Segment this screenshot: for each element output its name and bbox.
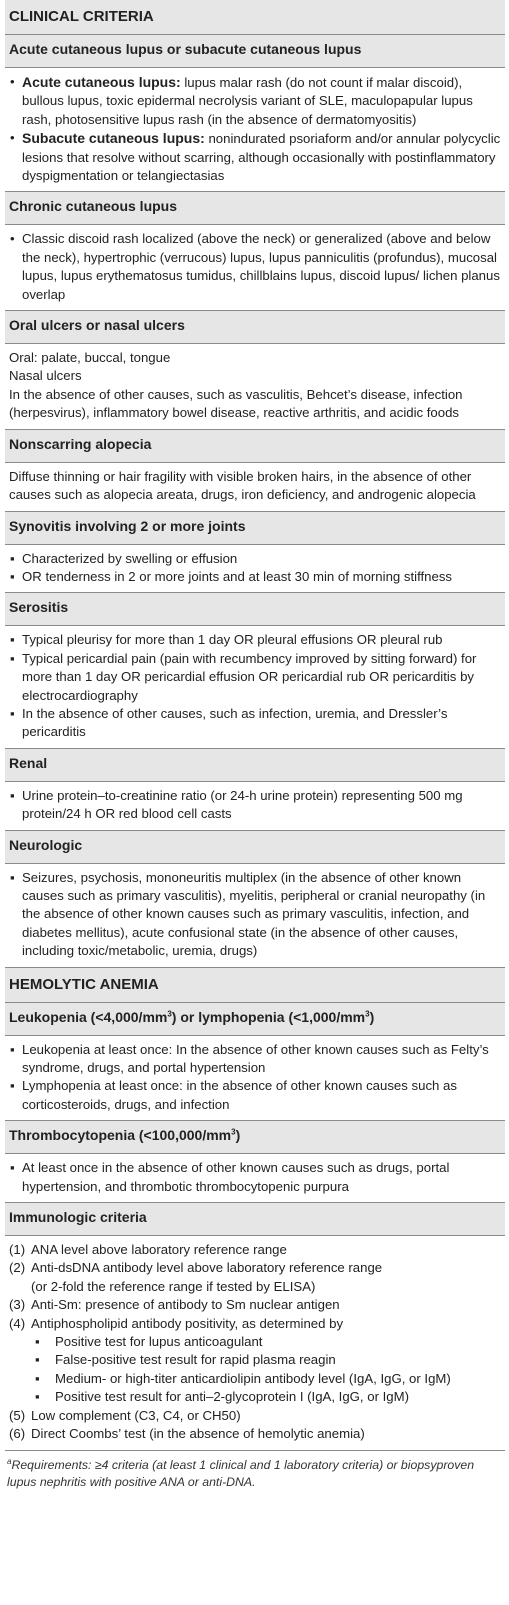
sub-list-item: ▪ False-positive test result for rapid plasma reagin <box>9 1351 501 1369</box>
list-item: ▪ In the absence of other causes, such as infection, uremia, and Dressler’s pericarditis <box>10 705 448 740</box>
numbered-item: (3) Anti-Sm: presence of antibody to Sm nuclear antigen <box>9 1297 340 1313</box>
list-item: • Acute cutaneous lupus: lupus malar rash (do not count if malar discoid), bullous lupus, toxic epidermal necrolysis variant of SLE, maculopapular lupus rash, photosensitive lupus rash (in the absence of dermatomyositis) <box>10 74 473 127</box>
square-bullet-icon: ▪ <box>10 1078 15 1094</box>
section-heading-acute: Acute cutaneous lupus or subacute cutaneous lupus <box>5 35 505 68</box>
list-item: ▪ Typical pleurisy for more than 1 day OR pleural effusions OR pleural rub <box>9 631 501 649</box>
section-body-acute <box>5 68 505 192</box>
section-heading-hemolytic: HEMOLYTIC ANEMIA <box>5 968 505 1003</box>
numbered-item: (5) Low complement (C3, C4, or CH50) <box>9 1407 241 1423</box>
square-bullet-icon: ▪ <box>10 705 15 721</box>
section-body-synovitis <box>5 545 505 594</box>
list-item: ▪ Seizures, psychosis, mononeuritis multiplex (in the absence of other known causes such as primary vasculitis), myelitis, peripheral or cranial neuropathy (in the absence of other known causes such as primary vasculitis, infection, and diabetes mellitus), acute confusional state (in the absence of other causes, including toxic/metabolic, uremia, drugs) <box>10 869 486 959</box>
square-bullet-icon: ▪ <box>35 1389 40 1405</box>
numbered-item: (4) Antiphospholipid antibody positivity, as determined by <box>9 1315 344 1331</box>
section-body-neurologic <box>5 864 505 968</box>
section-body-alopecia: Diffuse thinning or hair fragility with visible broken hairs, in the absence of other causes such as alopecia areata, drugs, iron deficiency, and androgenic alopecia <box>5 463 505 512</box>
numbered-item: (6) Direct Coombs’ test (in the absence of hemolytic anemia) <box>9 1426 365 1442</box>
section-heading-leukopenia: Leukopenia $(<4,000/mm^3)$ or lymphopenia $(<1,000/mm^3)$ <box>5 1003 505 1036</box>
bullet-icon: • <box>10 231 15 247</box>
square-bullet-icon: ▪ <box>35 1334 40 1350</box>
section-body-renal <box>5 782 505 831</box>
square-bullet-icon: ▪ <box>10 869 15 885</box>
footnote-mark: a <box>7 1456 12 1466</box>
list-item: ▪ At least once in the absence of other known causes such as drugs, portal hypertension, and thrombotic thrombocytopenic purpura <box>10 1160 450 1194</box>
section-heading-oral: Oral ulcers or nasal ulcers <box>5 311 505 344</box>
section-heading-immunologic: Immunologic criteria <box>5 1203 505 1236</box>
list-item: ▪ OR tenderness in 2 or more joints and at least 30 min of morning stiffness <box>9 568 501 586</box>
numbered-item-continuation: (or 2-fold the reference range if tested by ELISA) <box>31 1278 316 1294</box>
section-body-serositis <box>5 626 505 748</box>
list-item: ▪ Characterized by swelling or effusion <box>9 550 501 568</box>
square-bullet-icon: ▪ <box>10 632 15 648</box>
sub-list-item: ▪ Medium- or high-titer anticardiolipin antibody level (IgA, IgG, or IgM) <box>9 1370 501 1388</box>
list-item: ▪ Typical pericardial pain (pain with recumbency improved by sitting forward) for more than 1 day OR pericardial effusion OR pericardial rub OR pericarditis by electrocardiography <box>10 650 477 703</box>
list-item: • Classic discoid rash localized (above the neck) or generalized (above and below the neck), hypertrophic (verrucous) lupus, lupus panniculitis (profundus), mucosal lupus, lupus erythematosus tumidus, chillblains lupus, discoid lupus/ lichen planus overlap <box>10 231 500 302</box>
sub-list-item: ▪ Positive test result for anti–2-glycoprotein I (IgA, IgG, or IgM) <box>9 1388 501 1406</box>
square-bullet-icon: ▪ <box>10 568 15 584</box>
section-heading-serositis: Serositis <box>5 593 505 626</box>
list-item: ▪ Lymphopenia at least once: in the absence of other known causes such as corticosteroids, drugs, and infection <box>10 1078 457 1112</box>
sub-list-item: ▪ Positive test for lupus anticoagulant <box>9 1333 501 1351</box>
list-item: ▪ Leukopenia at least once: In the absence of other known causes such as Felty’s syndrome, drugs, and portal hypertension <box>10 1041 489 1075</box>
square-bullet-icon: ▪ <box>10 550 15 566</box>
table-title: CLINICAL CRITERIA <box>5 0 505 35</box>
list-item: • Subacute cutaneous lupus: nonindurated psoriaform and/or annular polycyclic lesions that resolve without scarring, although occasionally with postinflammatory dyspigmentation or telangiectasias <box>10 130 501 184</box>
section-heading-neurologic: Neurologic <box>5 831 505 864</box>
bullet-icon: • <box>10 74 15 89</box>
section-body-immunologic <box>5 1236 505 1450</box>
square-bullet-icon: ▪ <box>35 1352 40 1368</box>
table-footnote: $^a$Requirements: ≥4 criteria (at least 1 clinical and 1 laboratory criteria) or biopsyproven lupus nephritis with positive ANA or anti-DNA. <box>7 1456 475 1489</box>
square-bullet-icon: ▪ <box>10 1160 15 1176</box>
numbered-item: (1) ANA level above laboratory reference range <box>9 1242 287 1258</box>
bullet-icon: • <box>10 130 15 146</box>
list-item: ▪ Urine protein–to-creatinine ratio (or 24-h urine protein) representing 500 mg protein/24 h OR red blood cell casts <box>10 787 463 822</box>
section-heading-chronic: Chronic cutaneous lupus <box>5 192 505 225</box>
section-heading-thrombocytopenia: Thrombocytopenia $(<100,000/mm^3)$ <box>5 1121 505 1154</box>
section-body-thrombocytopenia <box>5 1154 505 1203</box>
section-body-chronic <box>5 225 505 311</box>
section-heading-alopecia: Nonscarring alopecia <box>5 430 505 463</box>
square-bullet-icon: ▪ <box>10 650 15 666</box>
square-bullet-icon: ▪ <box>10 1041 15 1057</box>
section-heading-renal: Renal <box>5 749 505 782</box>
numbered-item: (2) Anti-dsDNA antibody level above laboratory reference range <box>9 1260 383 1276</box>
section-body-leukopenia <box>5 1036 505 1122</box>
section-heading-synovitis: Synovitis involving 2 or more joints <box>5 512 505 545</box>
square-bullet-icon: ▪ <box>10 787 15 803</box>
square-bullet-icon: ▪ <box>35 1370 40 1386</box>
section-body-oral: Oral: palate, buccal, tongue Nasal ulcers In the absence of other causes, such as vasculitis, Behcet’s disease, infection (herpesvirus), inflammatory bowel disease, reactive arthritis, and acidic foods <box>5 344 505 430</box>
